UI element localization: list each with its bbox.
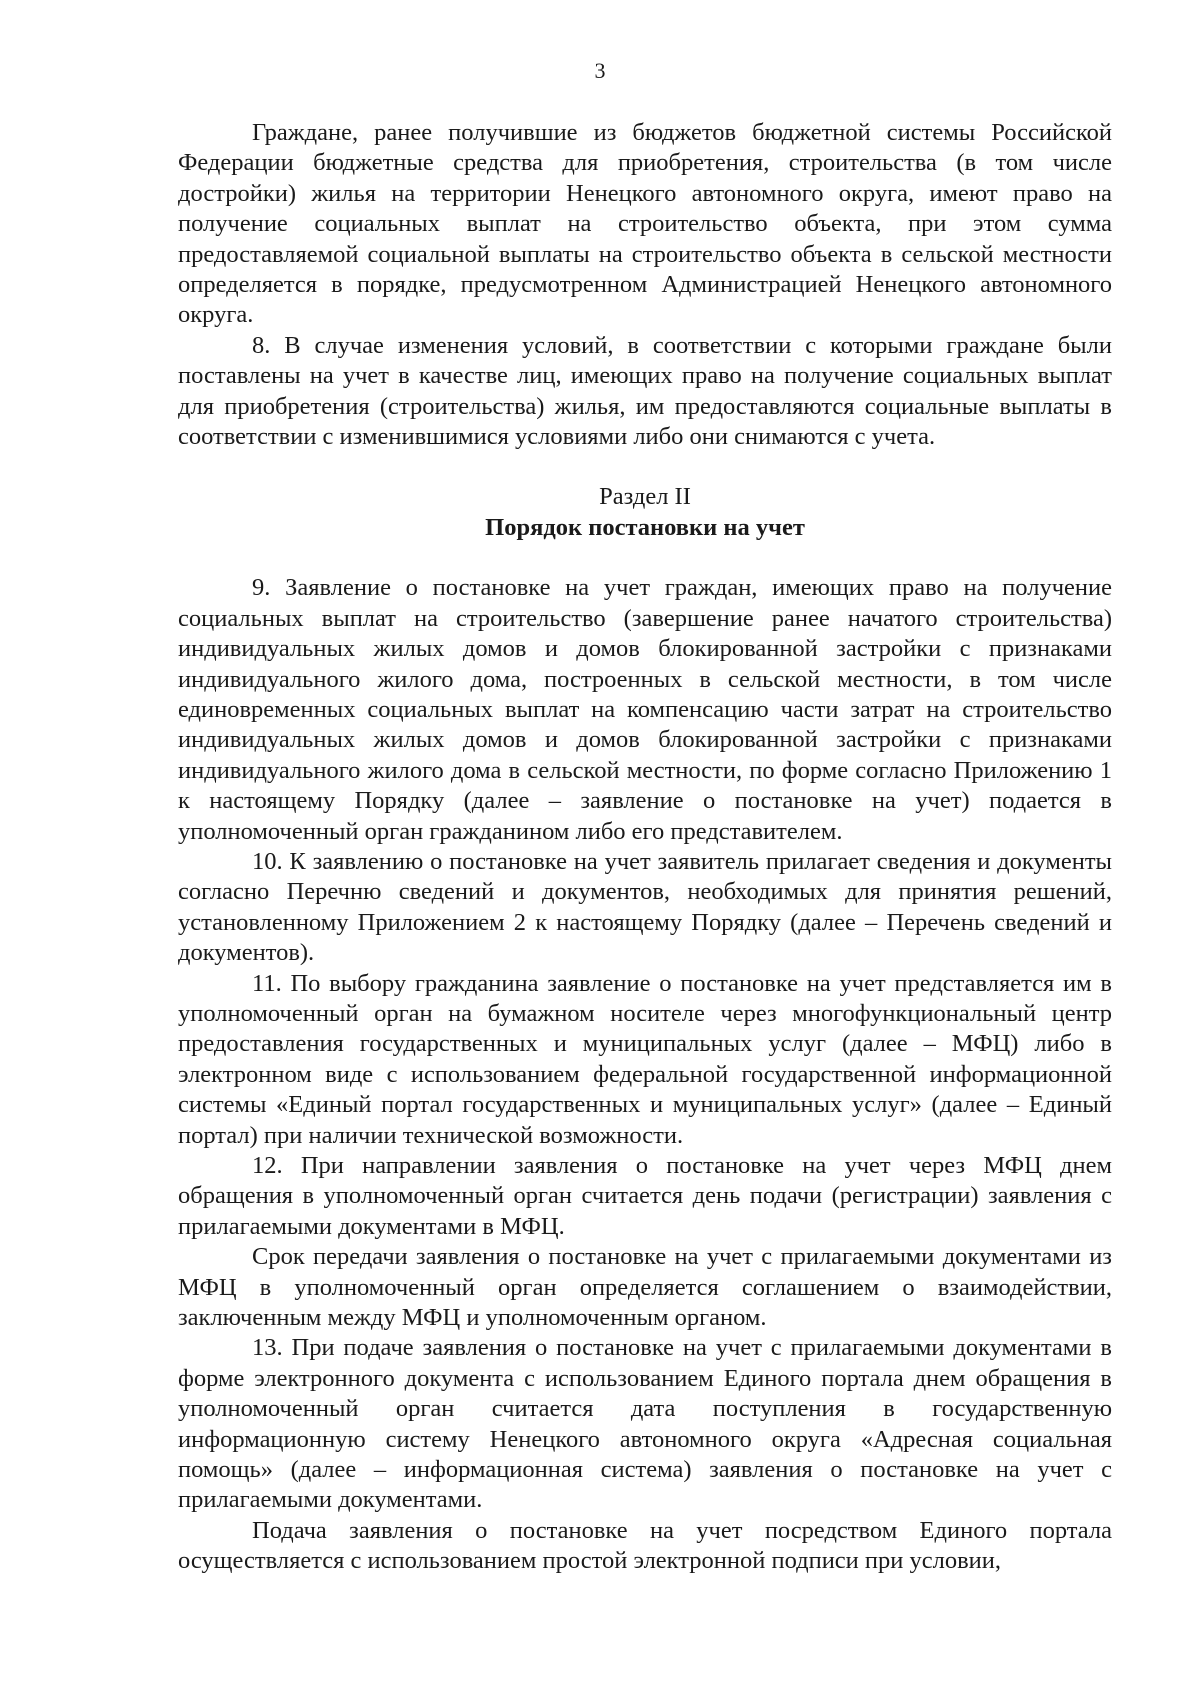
section-label: Раздел II: [599, 483, 691, 511]
paragraph-10: 10. К заявлению о постановке на учет заявитель прилагает сведения и документы согласно Перечню сведений и документов, необходимых для принятия решений, установленному Приложением 2 к настоящему Порядку (далее – Перечень сведений и документов).: [178, 847, 1112, 967]
paragraph-13: 13. При подаче заявления о постановке на учет с прилагаемыми документами в форме электронного документа с использованием Единого портала днем обращения в уполномоченный орган считается дата поступления в государственную информационную систему Ненецкого автономного округа «Адресная социальная помощь» (далее – информационная система) заявления о постановке на учет с прилагаемыми документами.: [178, 1334, 1112, 1514]
paragraph-9: 9. Заявление о постановке на учет граждан, имеющих право на получение социальных выплат на строительство (завершение ранее начатого строительства) индивидуальных жилых домов и домов блокированной застройки с признаками индивидуального жилого дома, построенных в сельской местности, в том числе единовременных социальных выплат на компенсацию части затрат на строительство индивидуальных жилых домов и домов блокированной застройки с признаками индивидуального жилого дома в сельской местности, по форме согласно Приложению 1 к настоящему Порядку (далее – заявление о постановке на учет) подается в уполномоченный орган гражданином либо его представителем.: [178, 574, 1112, 845]
section-title: Порядок постановки на учет: [485, 513, 805, 541]
paragraph-8: 8. В случае изменения условий, в соответствии с которыми граждане были поставлены на учет в качестве лиц, имеющих право на получение социальных выплат для приобретения (строительства) жилья, им предоставляются социальные выплаты в соответствии с изменившимися условиями либо они снимаются с учета.: [178, 331, 1112, 451]
section-heading: [178, 482, 1112, 543]
paragraph-12-transfer-term: Срок передачи заявления о постановке на учет с прилагаемыми документами из МФЦ в уполномоченный орган определяется соглашением о взаимодействии, заключенным между МФЦ и уполномоченным органом.: [178, 1243, 1112, 1332]
paragraph-13-signature: Подача заявления о постановке на учет посредством Единого портала осуществляется с использованием простой электронной подписи при условии,: [178, 1516, 1112, 1575]
page-number: 3: [594, 58, 606, 83]
document-body: [178, 118, 1112, 1577]
paragraph-11: 11. По выбору гражданина заявление о постановке на учет представляется им в уполномоченный орган на бумажном носителе через многофункциональный центр предоставления государственных и муниципальных услуг (далее – МФЦ) либо в электронном виде с использованием федеральной государственной информационной системы «Единый портал государственных и муниципальных услуг» (далее – Единый портал) при наличии технической возможности.: [178, 969, 1112, 1149]
paragraph-12: 12. При направлении заявления о постановке на учет через МФЦ днем обращения в уполномоченный орган считается день подачи (регистрации) заявления с прилагаемыми документами в МФЦ.: [178, 1152, 1112, 1240]
paragraph-prior-recipients: Граждане, ранее получившие из бюджетов бюджетной системы Российской Федерации бюджетные средства для приобретения, строительства (в том числе достройки) жилья на территории Ненецкого автономного округа, имеют право на получение социальных выплат на строительство объекта, при этом сумма предоставляемой социальной выплаты на строительство объекта в сельской местности определяется в порядке, предусмотренном Администрацией Ненецкого автономного округа.: [178, 119, 1112, 329]
